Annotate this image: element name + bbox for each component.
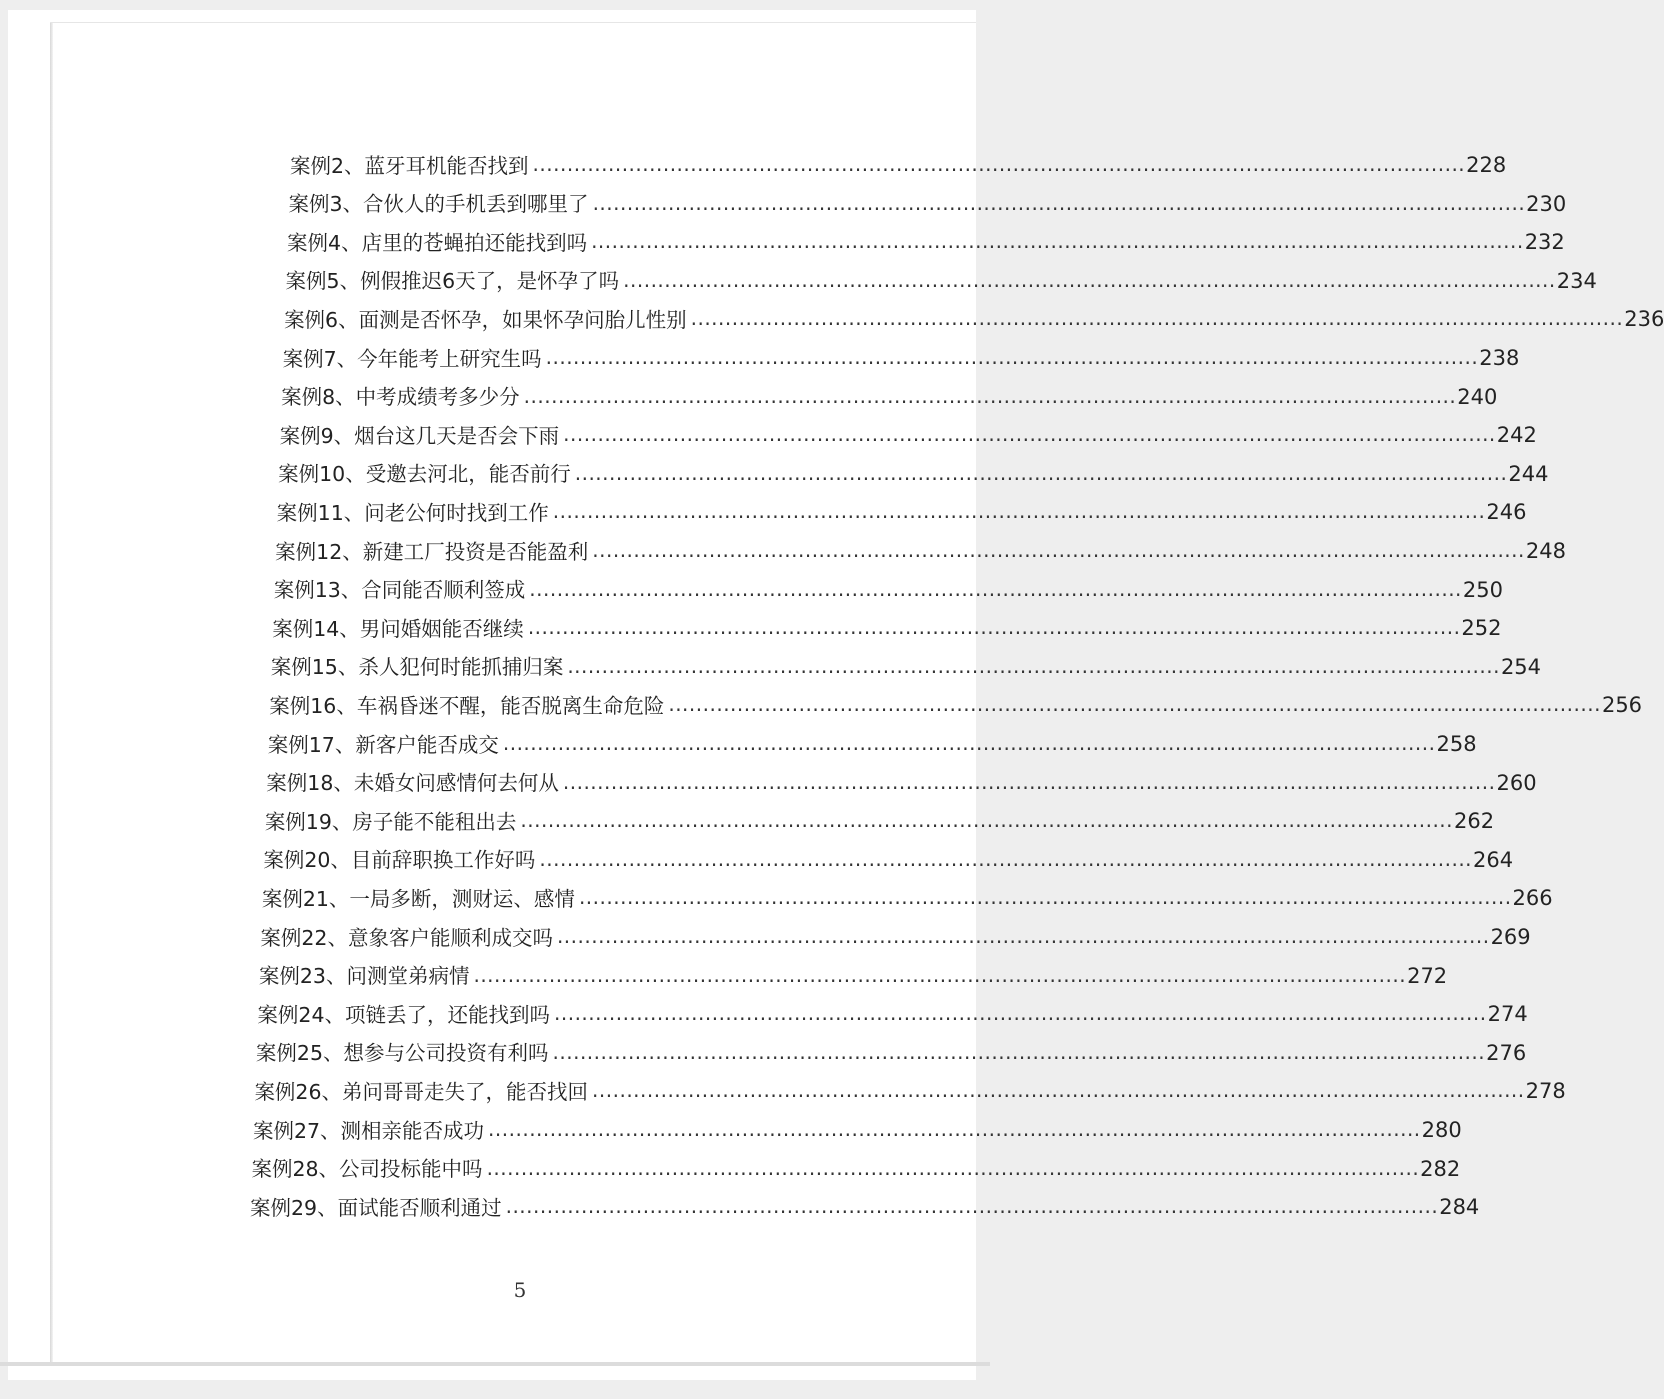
toc-entry-page-number: 252 [1461, 616, 1502, 641]
toc-entry [285, 260, 1597, 294]
toc-entry [267, 723, 1477, 757]
toc-entry [290, 144, 1507, 178]
toc-dot-leader: ........................................................................................................................................ [523, 383, 1457, 408]
toc-entry [288, 183, 1567, 217]
toc-entry-title: 案例16、车祸昏迷不醒，能否脱离生命危险 [269, 693, 665, 718]
toc-entry-page-number: 246 [1486, 500, 1527, 525]
toc-entry [257, 993, 1528, 1027]
toc-dot-leader: ........................................................................................................................................ [563, 422, 1496, 447]
toc-entry [272, 607, 1502, 641]
toc-entry-page-number: 234 [1556, 268, 1597, 293]
toc-dot-leader: ........................................................................................................................................ [623, 267, 1556, 292]
scan-shadow-bottom [0, 1362, 990, 1366]
toc-dot-leader: ........................................................................................................................................ [592, 190, 1526, 215]
toc-entry-page-number: 278 [1525, 1079, 1566, 1104]
toc-entry-page-number: 269 [1490, 925, 1531, 949]
toc-dot-leader: ........................................................................................................................................ [545, 345, 1479, 369]
toc-entry-page-number: 258 [1436, 732, 1477, 756]
toc-dot-leader: ........................................................................................................................................ [502, 731, 1436, 755]
toc-entry-page-number: 280 [1421, 1118, 1462, 1142]
toc-entry-title: 案例22、意象客户能顺利成交吗 [260, 925, 553, 950]
toc-dot-leader: ........................................................................................................................................ [527, 615, 1461, 640]
toc-entry-title: 案例12、新建工厂投资是否能盈利 [275, 539, 589, 564]
toc-dot-leader: ........................................................................................................................................ [556, 924, 1490, 948]
toc-entry [263, 839, 1514, 873]
toc-entry-page-number: 266 [1512, 886, 1553, 911]
toc-entry-page-number: 264 [1473, 847, 1514, 872]
toc-entry-page-number: 254 [1500, 654, 1542, 679]
toc-entry [284, 298, 1664, 332]
toc-entry-page-number: 276 [1486, 1040, 1527, 1065]
toc-entry-title: 案例11、问老公何时找到工作 [276, 500, 549, 525]
page-number: 5 [513, 1278, 527, 1302]
toc-entry [251, 1148, 1461, 1182]
toc-entry-title: 案例14、男问婚姻能否继续 [272, 616, 524, 641]
toc-entry-page-number: 262 [1454, 809, 1495, 834]
toc-entry [250, 1186, 1480, 1220]
toc-entry [264, 800, 1495, 834]
toc-dot-leader: ........................................................................................................................................ [578, 885, 1512, 910]
toc-entry-title: 案例3、合伙人的手机丢到哪里了 [288, 192, 589, 217]
toc-dot-leader: ........................................................................................................................................ [574, 460, 1508, 485]
toc-entry-title: 案例29、面试能否顺利通过 [250, 1195, 502, 1220]
toc-entry-page-number: 274 [1487, 1002, 1528, 1027]
toc-entry-title: 案例20、目前辞职换工作好吗 [263, 848, 536, 873]
toc-dot-leader: ........................................................................................................................................ [529, 576, 1462, 601]
toc-entry-page-number: 248 [1525, 539, 1566, 563]
toc-entry [273, 569, 1503, 603]
toc-entry-page-number: 230 [1526, 191, 1567, 216]
toc-entry-title: 案例9、烟台这几天是否会下雨 [279, 423, 560, 448]
toc-dot-leader: ........................................................................................................................................ [592, 538, 1525, 562]
toc-entry-page-number: 232 [1524, 230, 1565, 255]
toc-entry-title: 案例10、受邀去河北，能否前行 [278, 462, 571, 487]
toc-entry-title: 案例25、想参与公司投资有利吗 [255, 1041, 549, 1066]
toc-entry-title: 案例4、店里的苍蝇拍还能找到吗 [287, 230, 588, 255]
toc-entry [287, 221, 1565, 255]
toc-dot-leader: ........................................................................................................................................ [668, 692, 1601, 717]
toc-entry-title: 案例19、房子能不能租出去 [264, 809, 517, 834]
toc-entry [279, 414, 1537, 448]
toc-entry-title: 案例26、弟问哥哥走失了，能否找回 [254, 1079, 589, 1104]
toc-entry [275, 530, 1566, 564]
toc-entry [270, 646, 1542, 680]
toc-entry-title: 案例27、测相亲能否成功 [252, 1118, 485, 1143]
toc-entry-title: 案例15、杀人犯何时能抓捕归案 [270, 655, 564, 680]
toc-dot-leader: ........................................................................................................................................ [539, 846, 1473, 871]
toc-entry-page-number: 240 [1457, 384, 1498, 409]
toc-entry [278, 453, 1549, 487]
toc-entry-title: 案例28、公司投标能中吗 [251, 1157, 483, 1182]
toc-entry-title: 案例8、中考成绩考多少分 [281, 385, 520, 410]
toc-dot-leader: ........................................................................................................................................ [552, 1039, 1486, 1064]
toc-dot-leader: ........................................................................................................................................ [592, 1078, 1525, 1103]
toc-entry-title: 案例24、项链丢了，还能找到吗 [257, 1002, 550, 1027]
toc-entry [260, 916, 1531, 950]
toc-dot-leader: ........................................................................................................................................ [567, 653, 1500, 678]
toc-entry-page-number: 282 [1420, 1156, 1461, 1181]
toc-entry-page-number: 244 [1508, 461, 1549, 486]
toc-entry [281, 376, 1498, 410]
toc-entry-title: 案例21、一局多断，测财运、感情 [261, 886, 575, 911]
toc-entry [254, 1070, 1566, 1104]
toc-entry-page-number: 284 [1439, 1195, 1480, 1220]
toc-entry-page-number: 250 [1462, 577, 1503, 602]
toc-entry-page-number: 236 [1624, 307, 1664, 332]
toc-entry-title: 案例2、蓝牙耳机能否找到 [290, 153, 529, 178]
toc-entry-title: 案例5、例假推迟6天了，是怀孕了吗 [285, 269, 620, 294]
toc-entry-title: 案例6、面测是否怀孕，如果怀孕问胎儿性别 [284, 307, 687, 332]
toc-entry-page-number: 256 [1601, 693, 1643, 718]
toc-entry-title: 案例7、今年能考上研究生吗 [282, 346, 542, 371]
toc-entry [255, 1032, 1527, 1066]
toc-dot-leader: ........................................................................................................................................ [532, 152, 1466, 176]
toc-entry-title: 案例23、问测堂弟病情 [258, 964, 470, 989]
toc-dot-leader: ........................................................................................................................................ [554, 1001, 1487, 1026]
toc-entry-page-number: 260 [1496, 770, 1537, 795]
toc-entry [258, 955, 1448, 989]
toc-entry-page-number: 242 [1496, 423, 1537, 448]
toc-dot-leader: ........................................................................................................................................ [486, 1155, 1420, 1180]
toc-entry-title: 案例18、未婚女问感情何去何从 [266, 771, 559, 796]
toc-entry-page-number: 238 [1479, 346, 1520, 370]
toc-entry-title: 案例17、新客户能否成交 [267, 732, 499, 757]
toc-entry [282, 337, 1520, 371]
toc-entry [261, 877, 1553, 911]
toc-entry [266, 762, 1537, 796]
toc-dot-leader: ........................................................................................................................................ [552, 499, 1486, 524]
toc-dot-leader: ........................................................................................................................................ [488, 1117, 1421, 1141]
toc-entry [276, 491, 1527, 525]
toc-entry-title: 案例13、合同能否顺利签成 [273, 578, 526, 603]
toc-dot-leader: ........................................................................................................................................ [690, 306, 1624, 331]
toc-dot-leader: ........................................................................................................................................ [562, 769, 1496, 794]
toc-dot-leader: ........................................................................................................................................ [505, 1194, 1439, 1219]
toc-dot-leader: ........................................................................................................................................ [520, 808, 1454, 833]
toc-entry-page-number: 228 [1466, 153, 1507, 177]
toc-dot-leader: ........................................................................................................................................ [591, 229, 1524, 254]
toc-entry [252, 1109, 1462, 1143]
toc-entry-page-number: 272 [1407, 963, 1448, 988]
toc-entry [269, 684, 1643, 718]
toc-dot-leader: ........................................................................................................................................ [473, 962, 1407, 987]
